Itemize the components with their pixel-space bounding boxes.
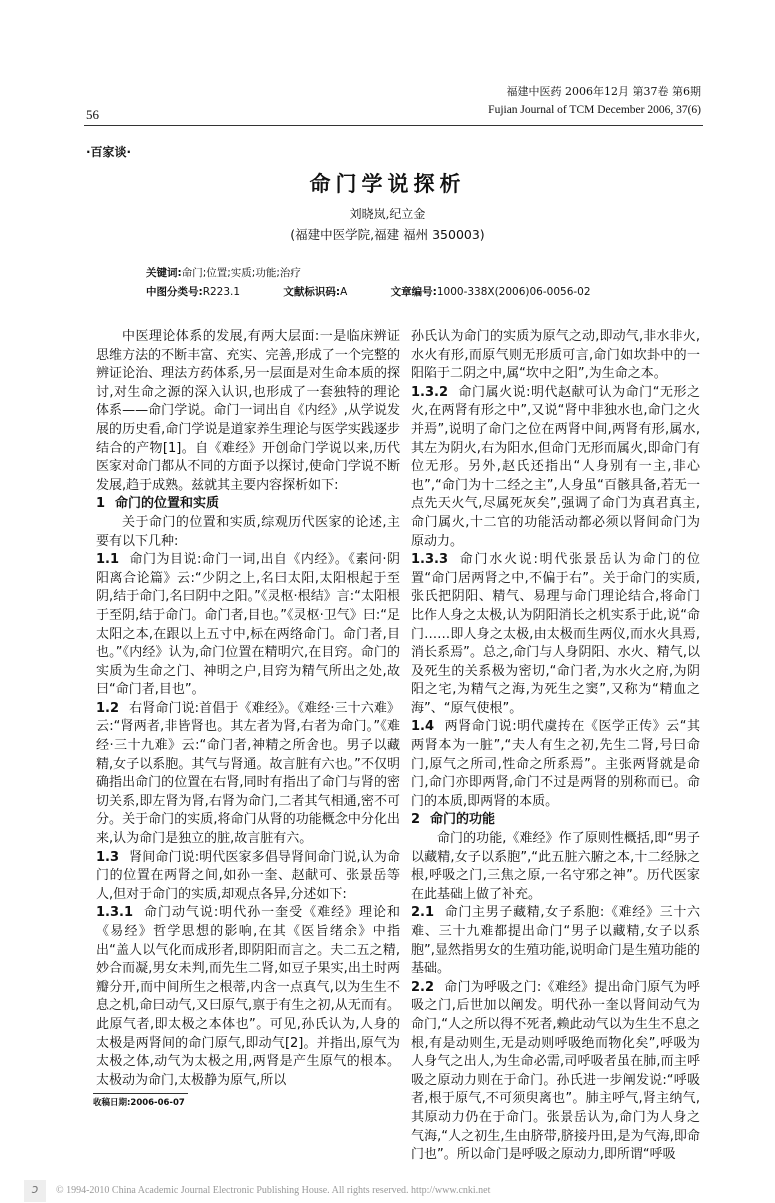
paragraph-text: 命门主男子藏精,女子系胞:《难经》三十六难、三十九难都提出命门“男子以藏精,女子以系胞”,显然指男女的生殖功能,说明命门是生殖功能的基础。 — [411, 905, 700, 977]
body-paragraph: 中医理论体系的发展,有两大层面:一是临床辨证思维方法的不断丰富、充实、完善,形成了一个完整的辨证论治、理法方药体系,另一层面是对生命本质的探讨,对生命之源的深入认识,也形成了一套独特的理论体系——命门学说。命门一词出自《内经》,从学说发展的历史看,命门学说是道家养生理论与医学实践逐步结合的产物[1]。自《难经》开创命门学说以来,历代医家对命门都从不同的方面予以探讨,使命门学说不断发展,趋于成熟。兹就其主要内容探析如下: — [96, 329, 400, 493]
section-heading — [411, 811, 700, 830]
subsection-number: 1.3.1 — [96, 905, 134, 921]
section-title: 命门的位置和实质 — [115, 496, 220, 512]
received-date-footnote: 收稿日期:2006-06-07 — [93, 1098, 185, 1109]
section-title: 命门的功能 — [430, 812, 496, 828]
header-rule — [84, 125, 703, 126]
subsection-paragraph — [411, 551, 700, 718]
affiliation: (福建中医学院,福建 福州 350003) — [290, 227, 485, 242]
paragraph-text: 命门为目说:命门一词,出自《内经》。《素问·阴阳离合论篇》云:“少阴之上,名曰太阳,太阳根起于至阴,结于命门,名曰阴中之阳。”《灵枢·根结》言:“太阳根于至阴,结于命门。命门者,目也。”《灵枢·卫气》曰:“足太阳之本,在跟以上五寸中,标在两络命门。命门者,目也。”《内经》认为,命门位置在精明穴,在目窍。命门的实质为生命之门、神明之户,目窍为精气所出之处,故曰“命门者,目也”。 — [96, 552, 400, 698]
clc-value: R223.1 — [202, 286, 241, 298]
paragraph-text: 命门水火说:明代张景岳认为命门的位置“命门居两肾之中,不偏于右”。关于命门的实质,张氏把阴阳、精气、易理与命门理论结合,将命门比作人身之太极,认为阴阳消长之机实系于此,说“命门……即人身之太极,由太极而生两仪,而水火具焉,消长系焉”。总之,命门与人身阴阳、水火、精气,以及死生的关系极为密切,“命门者,为水火之府,为阴阳之宅,为精气之海,为死生之窦”,又称为“精血之海”、“原气使根”。 — [411, 552, 700, 716]
classification-line — [146, 284, 591, 299]
subsection-number: 1.3.2 — [411, 384, 449, 400]
body-columns — [0, 328, 775, 1165]
subsection-paragraph — [96, 551, 400, 700]
keywords — [146, 265, 301, 280]
subsection-number: 1.3.3 — [411, 552, 449, 568]
article-number-value: 1000-338X(2006)06-0056-02 — [436, 286, 591, 298]
column-tag: ·百家谈· — [86, 145, 132, 159]
subsection-paragraph — [411, 384, 700, 551]
article-title: 命门学说探析 — [309, 172, 466, 196]
journal-header-chinese: 福建中医药 2006年12月 第37卷 第6期 — [506, 85, 701, 98]
subsection-number: 1.1 — [96, 552, 120, 568]
body-paragraph: 命门的功能,《难经》作了原则性概括,即“男子以藏精,女子以系胞”,“此五脏六腑之本,十二经脉之根,呼吸之门,三焦之原,一名守邪之神”。历代医家在此基础上做了补充。 — [411, 831, 700, 902]
body-paragraph: 关于命门的位置和实质,综观历代医家的论述,主要有以下几种: — [96, 514, 400, 549]
cnki-logo-icon: ɔ — [24, 1180, 46, 1202]
left-column-text — [96, 328, 400, 1090]
section-heading — [96, 495, 400, 514]
footnote-rule — [93, 1093, 188, 1094]
subsection-number: 1.4 — [411, 719, 435, 735]
subsection-paragraph — [96, 904, 400, 1090]
authors: 刘晓岚,纪立金 — [349, 207, 426, 221]
subsection-number: 2.2 — [411, 979, 435, 995]
doc-code-value: A — [340, 286, 348, 298]
paragraph-text: 命门为呼吸之门:《难经》提出命门原气为呼吸之门,后世加以阐发。明代孙一奎以肾间动气为命门,“人之所以得不死者,赖此动气以为生生不息之根,有是动则生,无是动则呼吸绝而物化矣”,呼吸为人身气之出人,为生命必需,司呼吸者虽在肺,而主呼吸之原动力则在于命门。孙氏进一步阐发说:“呼吸者,根于原气,不可须臾离也”。肺主呼气,肾主纳气,其原动力仍在于命门。张景岳认为,命门为人身之气海,“人之初生,生由脐带,脐接丹田,是为气海,即命门也”。所以命门是呼吸之原动力,即所谓“呼吸 — [411, 979, 700, 1163]
clc-label: 中图分类号: — [146, 286, 203, 298]
body-column-left — [93, 328, 400, 1109]
section-number: 2 — [411, 812, 421, 828]
paragraph-text: 两肾命门说:明代虞抟在《医学正传》云“其两肾本为一脏”,“夫人有生之初,先生二肾,号曰命门,原气之所司,性命之所系焉”。主张两肾就是命门,命门亦即两肾,命门不过是两肾的别称而已。命门的本质,即两肾的本质。 — [411, 719, 700, 809]
subsection-paragraph — [96, 849, 400, 905]
paragraph-text: 命门动气说:明代孙一奎受《难经》理论和《易经》哲学思想的影响,在其《医旨绪余》中指出“盖人以气化而成形者,即阴阳而言之。夫二五之精,妙合而凝,男女未判,而先生二肾,如豆子果实,出土时两瓣分开,而中间所生之根蒂,内含一点真气,以为生生不息之机,命曰动气,又曰原气,禀于有生之初,从无而有。此原气者,即太极之本体也”。可见,孙氏认为,人身的太极是两肾间的命门原气,即动气[2]。并指出,原气为太极之体,动气为太极之用,两肾是产生原气的根本。太极动为命门,太极静为原气,所以 — [96, 905, 400, 1088]
paragraph-text: 命门属火说:明代赵献可认为命门“无形之火,在两肾有形之中”,又说“肾中非独水也,命门之火并焉”,说明了命门之位在两肾中间,两肾有形,属水,其左为阴火,右为阳水,但命门无形而属火,即命门有位无形。另外,赵氏还指出“人身别有一主,非心也”,“命门为十二经之主”,人身虽“百骸具备,若无一点先天火气,尽属死灰矣”,强调了命门为真君真主,命门属火,十二官的功能活动都必须以肾间命门为原动力。 — [411, 384, 700, 549]
section-number: 1 — [96, 496, 106, 512]
subsection-paragraph — [411, 904, 700, 978]
copyright-footer: © 1994-2010 China Academic Journal Electronic Publishing House. All rights reserved. http://www.cnki.net — [56, 1185, 491, 1197]
article-body — [0, 328, 775, 1203]
subsection-paragraph — [411, 979, 700, 1165]
page-number: 56 — [86, 107, 99, 122]
body-column-right — [411, 328, 700, 1165]
paragraph-text: 右肾命门说:首倡于《难经》。《难经·三十六难》云:“肾两者,非皆肾也。其左者为肾,右者为命门。”《难经·三十九难》云:“命门者,神精之所舍也。男子以藏精,女子以系胞。其气与肾通。故言脏有六也。”不仅明确指出命门的位置在右肾,同时有指出了命门与肾的密切关系,即左肾为肾,右肾为命门,二者其气相通,密不可分。关于命门的实质,将命门从肾的功能概念中分化出来,认为命门是独立的脏,故言脏有六。 — [96, 700, 400, 847]
footnote-block — [93, 1093, 400, 1109]
article-number-label: 文章编号: — [390, 286, 437, 298]
body-paragraph: 孙氏认为命门的实质为原气之动,即动气,非水非火,水火有形,而原气则无形质可言,命门如坎卦中的一阳陷于二阴之中,属“坎中之阳”,为生命之本。 — [411, 329, 700, 382]
subsection-number: 2.1 — [411, 905, 435, 921]
subsection-number: 1.3 — [96, 849, 120, 865]
journal-header-english: Fujian Journal of TCM December 2006, 37(6) — [488, 104, 701, 116]
keywords-value: 命门;位置;实质;功能;治疗 — [181, 267, 301, 279]
doc-code-label: 文献标识码: — [283, 286, 341, 298]
footer-row — [0, 1165, 775, 1203]
subsection-number: 1.2 — [96, 700, 120, 716]
keywords-label: 关键词: — [146, 267, 182, 279]
subsection-paragraph — [411, 718, 700, 811]
paragraph-text: 肾间命门说:明代医家多倡导肾间命门说,认为命门的位置在两肾之间,如孙一奎、赵献可、张景岳等人,但对于命门的实质,却观点各异,分述如下: — [96, 849, 400, 902]
subsection-paragraph — [96, 700, 400, 849]
